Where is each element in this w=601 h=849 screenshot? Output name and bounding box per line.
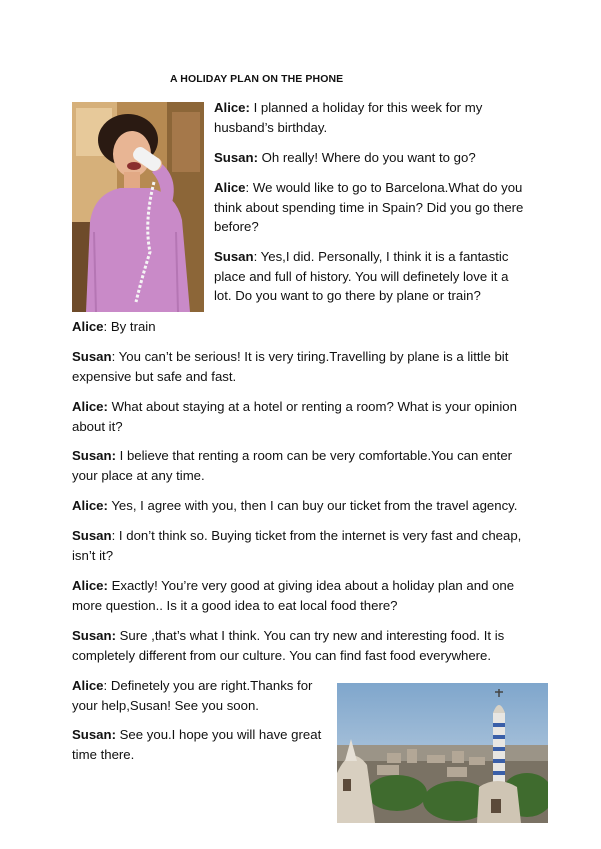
- dialogue-line-10: [72, 526, 534, 565]
- barcelona-park-guell-photo: [337, 683, 548, 823]
- dialogue-line-3: [214, 178, 534, 237]
- speaker-name: Alice:: [72, 498, 108, 513]
- dialogue-line-14: [72, 725, 322, 764]
- speaker-name: Susan:: [72, 727, 116, 742]
- speaker-name: Alice: [214, 180, 246, 195]
- speaker-name: Alice:: [72, 578, 108, 593]
- speaker-name: Susan: [72, 528, 112, 543]
- dialogue-line-9: [72, 496, 547, 516]
- dialogue-text: : By train: [103, 319, 156, 334]
- page-title: A HOLIDAY PLAN ON THE PHONE: [170, 73, 344, 85]
- dialogue-line-2: [214, 148, 534, 168]
- speaker-name: Alice: [72, 319, 104, 334]
- dialogue-text: Sure ,that’s what I think. You can try new and interesting food. It is completely different from our culture. You can find fast food everywhere.: [72, 628, 505, 663]
- speaker-name: Susan: [72, 349, 112, 364]
- dialogue-text: : Yes,I did. Personally, I think it is a fantastic place and full of history. You will definetely love it a lot. Do you want to go there by plane or train?: [214, 249, 509, 303]
- speaker-name: Susan:: [72, 448, 116, 463]
- speaker-name: Alice: [72, 678, 104, 693]
- dialogue-line-11: [72, 576, 517, 615]
- dialogue-line-1: [214, 98, 514, 137]
- dialogue-line-6: [72, 347, 527, 386]
- dialogue-line-8: [72, 446, 527, 485]
- speaker-name: Alice:: [214, 100, 250, 115]
- dialogue-line-5: [72, 317, 532, 337]
- dialogue-line-12: [72, 626, 522, 665]
- dialogue-text: : We would like to go to Barcelona.What do you think about spending time in Spain? Did you go there before?: [214, 180, 524, 234]
- dialogue-text: See you.I hope you will have great time there.: [72, 727, 322, 762]
- speaker-name: Susan:: [72, 628, 116, 643]
- dialogue-text: Exactly! You’re very good at giving idea about a holiday plan and one more question.. Is it a good idea to eat local food there?: [72, 578, 515, 613]
- dialogue-text: : Definetely you are right.Thanks for your help,Susan! See you soon.: [72, 678, 313, 713]
- dialogue-text: I planned a holiday for this week for my husband’s birthday.: [214, 100, 483, 135]
- dialogue-text: : You can’t be serious! It is very tiring.Travelling by plane is a little bit expensive but safe and fast.: [72, 349, 509, 384]
- speaker-name: Susan: [214, 249, 254, 264]
- speaker-name: Susan:: [214, 150, 258, 165]
- speaker-name: Alice:: [72, 399, 108, 414]
- woman-on-phone-photo: [72, 102, 204, 312]
- dialogue-text: I believe that renting a room can be very comfortable.You can enter your place at any time.: [72, 448, 513, 483]
- dialogue-text: Oh really! Where do you want to go?: [257, 150, 476, 165]
- dialogue-line-13: [72, 676, 322, 715]
- dialogue-line-4: [214, 247, 519, 306]
- dialogue-text: What about staying at a hotel or renting a room? What is your opinion about it?: [72, 399, 517, 434]
- dialogue-line-7: [72, 397, 527, 436]
- dialogue-text: Yes, I agree with you, then I can buy our ticket from the travel agency.: [107, 498, 518, 513]
- dialogue-text: : I don’t think so. Buying ticket from the internet is very fast and cheap, isn’t it?: [72, 528, 522, 563]
